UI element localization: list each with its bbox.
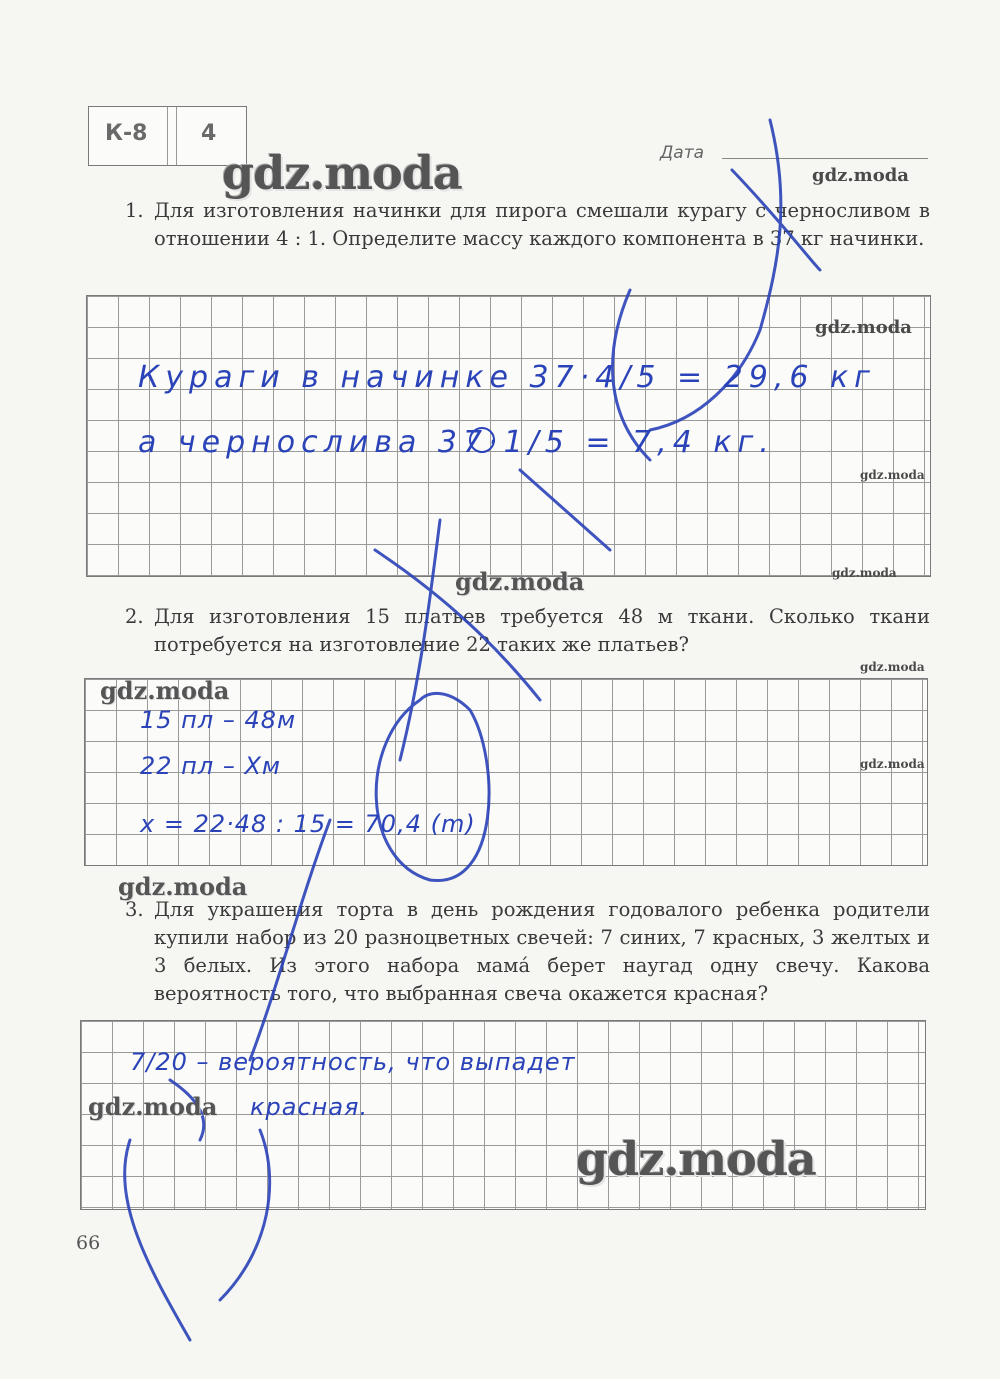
handwritten-answer-1-line-2: а чернослива 37·1/5 = 7,4 кг. [138,425,775,460]
handwritten-answer-3-line-2: красная. [250,1093,369,1121]
task-3-number: 3. [125,898,144,921]
handwritten-answer-3-line-1: 7/20 – вероятность, что выпадет [130,1048,576,1076]
date-label: Дата [660,143,705,163]
watermark-logo: gdz.moda [576,1132,816,1186]
watermark-logo: gdz.moda [100,676,230,705]
handwritten-answer-2-line-3: x = 22·48 : 15 = 70,4 (m) [140,810,476,838]
handwritten-answer-1-line-1: Кураги в начинке 37·4/5 = 29,6 кг [138,360,876,395]
watermark-logo: gdz.moda [118,872,248,901]
watermark-logo: gdz.moda [88,1092,218,1121]
watermark-logo: gdz.moda [455,567,585,596]
task-2-text: Для изготовления 15 платьев требуется 48 м ткани. Сколько ткани потребуется на изготовление 22 таких же платьев? [154,605,930,656]
variant-label: К-8 [105,121,148,146]
page-number: 66 [76,1232,101,1254]
watermark-logo: gdz.moda [860,757,925,771]
watermark-logo: gdz.moda [832,566,897,580]
task-3-text: Для украшения торта в день рождения годовалого ребенка родители купили набор из 20 разноцветных свечей: 7 синих, 7 красных, 3 желтых и 3 белых. Из этого набора мама́ берет наугад одну свечу. Какова вероятность того, что выбранная свеча окажется красная? [154,898,930,1005]
watermark-logo: gdz.moda [812,165,909,186]
variant-number: 4 [201,121,217,146]
watermark-logo: gdz.moda [860,468,925,482]
watermark-logo: gdz.moda [860,660,925,674]
watermark-logo: gdz.moda [222,146,462,200]
handwritten-answer-2-line-1: 15 пл – 48м [140,706,297,734]
handwritten-answer-2-line-2: 22 пл – Хм [140,752,282,780]
watermark-logo: gdz.moda [815,317,912,338]
task-1-text: Для изготовления начинки для пирога смешали курагу с черносливом в отношении 4 : 1. Определите массу каждого компонента в 37 кг начинки. [154,199,930,250]
task-1-number: 1. [125,199,144,222]
task-2-number: 2. [125,605,144,628]
